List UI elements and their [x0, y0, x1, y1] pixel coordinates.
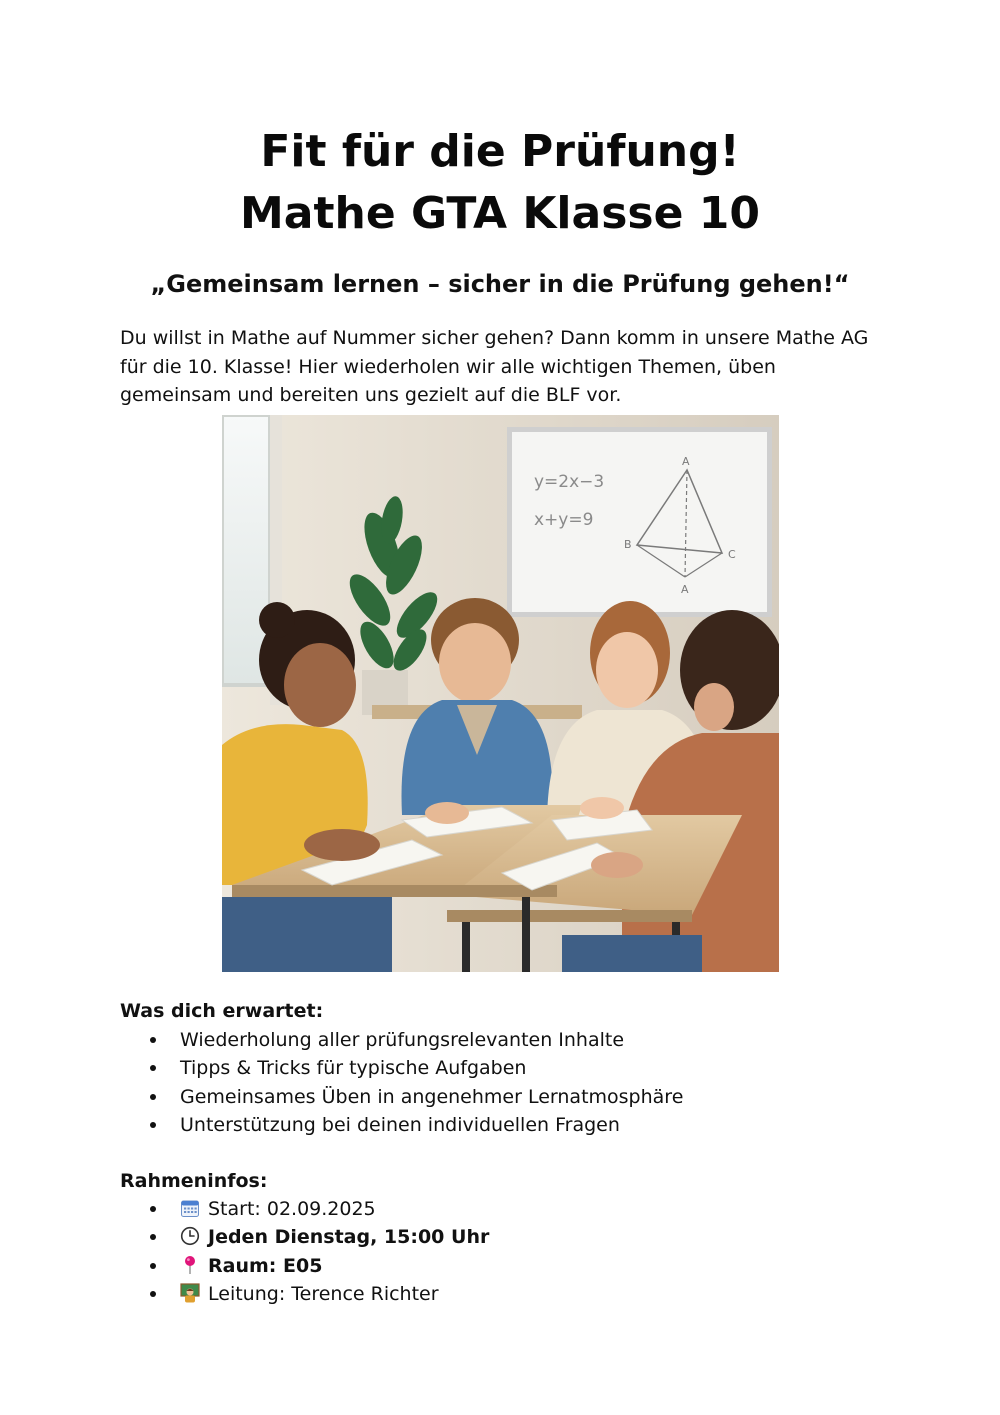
info-time	[120, 1223, 489, 1251]
pin-icon	[180, 1255, 200, 1275]
label-a-top: A	[682, 455, 690, 468]
page-subtitle: „Gemeinsam lernen – sicher in die Prüfung gehen!“	[150, 270, 850, 298]
label-b: B	[624, 538, 632, 551]
clock-icon	[180, 1226, 200, 1246]
info-list	[120, 1195, 489, 1308]
page-title-line1: Fit für die Prüfung!	[260, 126, 740, 177]
start-text: Start: 02.09.2025	[208, 1198, 376, 1220]
list-item	[120, 1111, 683, 1139]
bullet-icon	[150, 1094, 156, 1100]
whiteboard-equation-1: y=2x−3	[534, 472, 605, 492]
bullet-icon	[150, 1234, 156, 1240]
whiteboard-equation-2: x+y=9	[534, 510, 594, 530]
page-title-line2: Mathe GTA Klasse 10	[240, 188, 760, 239]
expect-list	[120, 1026, 683, 1139]
list-item-text: Gemeinsames Üben in angenehmer Lernatmosphäre	[180, 1085, 684, 1108]
list-item	[120, 1083, 683, 1111]
bullet-icon	[150, 1037, 156, 1043]
expect-heading: Was dich erwartet:	[120, 1000, 324, 1022]
calendar-icon	[180, 1198, 200, 1218]
list-item-text: Wiederholung aller prüfungsrelevanten Inhalte	[180, 1029, 625, 1051]
list-item	[120, 1054, 683, 1082]
teacher-icon	[180, 1283, 200, 1303]
bullet-icon	[150, 1291, 156, 1297]
lead-text: Leitung: Terence Richter	[208, 1282, 439, 1305]
label-c: C	[728, 548, 736, 561]
intro-paragraph: Du willst in Mathe auf Nummer sicher gehen? Dann komm in unsere Mathe AG für die 10. Klasse! Hier wiederholen wir alle wichtigen Themen, üben gemeinsam und bereiten uns gezielt auf die BLF vor.	[120, 327, 869, 406]
info-start	[120, 1195, 489, 1223]
list-item	[120, 1026, 683, 1054]
time-text: Jeden Dienstag, 15:00 Uhr	[208, 1226, 490, 1249]
info-room	[120, 1252, 489, 1280]
list-item-text: Tipps & Tricks für typische Aufgaben	[180, 1057, 527, 1080]
info-heading: Rahmeninfos:	[120, 1170, 268, 1192]
bullet-icon	[150, 1065, 156, 1071]
room-text: Raum: E05	[208, 1254, 323, 1277]
label-a-bottom: A	[681, 583, 689, 596]
bullet-icon	[150, 1263, 156, 1269]
list-item-text: Unterstützung bei deinen individuellen Fragen	[180, 1113, 620, 1136]
classroom-photo	[222, 415, 779, 972]
bullet-icon	[150, 1122, 156, 1128]
info-lead	[120, 1280, 489, 1308]
bullet-icon	[150, 1206, 156, 1212]
